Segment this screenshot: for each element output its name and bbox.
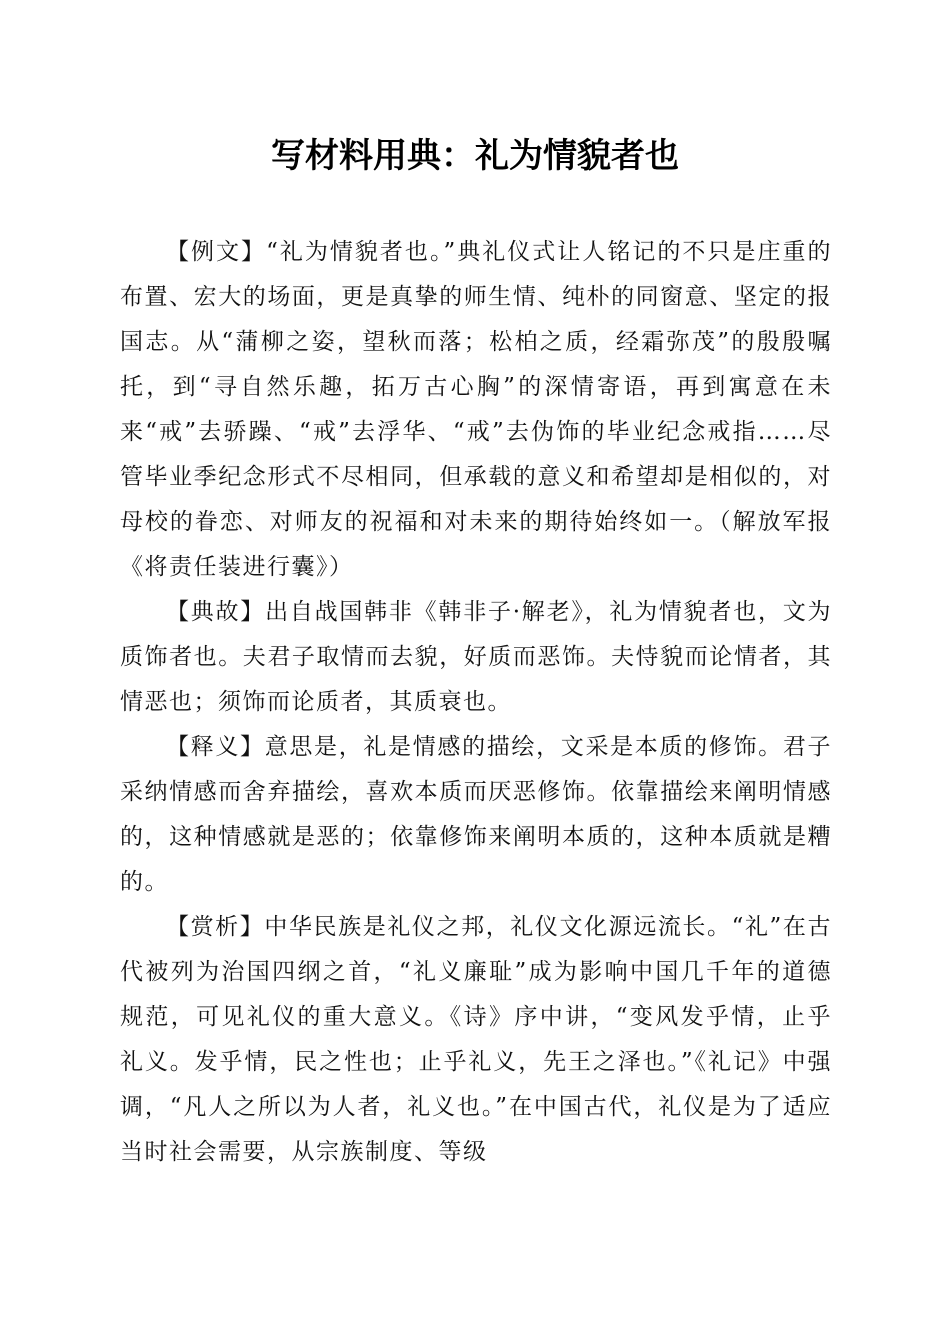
paragraph-example: 【例文】“礼为情貌者也。”典礼仪式让人铭记的不只是庄重的布置、宏大的场面，更是真挚的师生情、纯朴的同窗意、坚定的报国志。从“蒲柳之姿，望秋而落；松柏之质，经霜弥茂”的殷殷嘱托，到“寻自然乐趣，拓万古心胸”的深情寄语，再到寓意在未来“戒”去骄躁、“戒”去浮华、“戒”去伪饰的毕业纪念戒指……尽管毕业季纪念形式不尽相同，但承载的意义和希望却是相似的，对母校的眷恋、对师友的祝福和对未来的期待始终如一。（解放军报《将责任装进行囊》） [120, 239, 832, 580]
paragraph-interpretation: 【释义】意思是，礼是情感的描绘，文采是本质的修饰。君子采纳情感而舍弃描绘，喜欢本质而厌恶修饰。依靠描绘来阐明情感的，这种情感就是恶的；依靠修饰来阐明本质的，这种本质就是糟的。 [120, 734, 832, 895]
document-body [120, 230, 832, 1175]
paragraph-appreciation: 【赏析】中华民族是礼仪之邦，礼仪文化源远流长。“礼”在古代被列为治国四纲之首，“礼义廉耻”成为影响中国几千年的道德规范，可见礼仪的重大意义。《诗》序中讲，“变风发乎情，止乎礼义。发乎情，民之性也；止乎礼义，先王之泽也。”《礼记》中强调，“凡人之所以为人者，礼义也。”在中国古代，礼仪是为了适应当时社会需要，从宗族制度、等级 [120, 914, 832, 1165]
paragraph-allusion: 【典故】出自战国韩非《韩非子·解老》，礼为情貌者也，文为质饰者也。夫君子取情而去貌，好质而恶饰。夫恃貌而论情者，其情恶也；须饰而论质者，其质衰也。 [120, 599, 832, 715]
document-title: 写材料用典：礼为情貌者也 [271, 136, 679, 176]
